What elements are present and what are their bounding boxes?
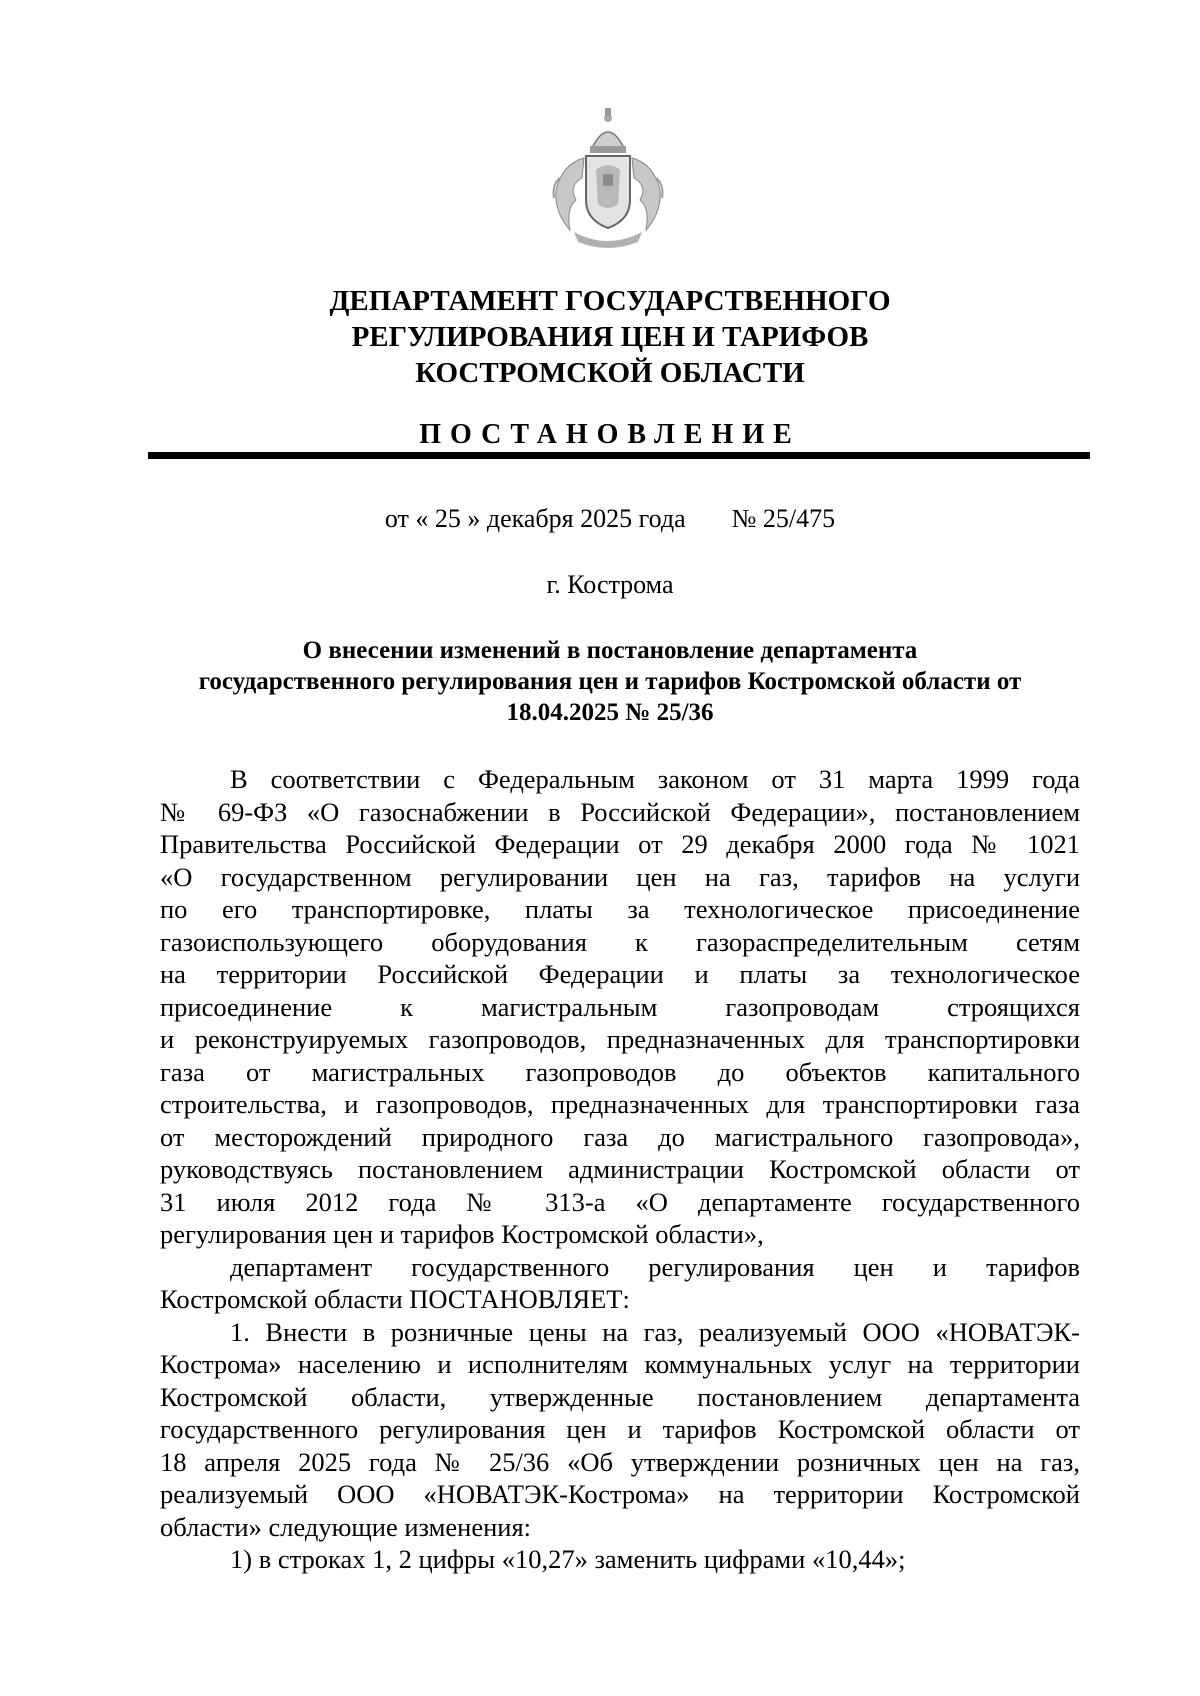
body-line: государственного регулирования цен и тарифов Костромской области от (160, 1414, 1080, 1444)
document-subject (150, 635, 1070, 728)
body-line: № 69-ФЗ «О газоснабжении в Российской Федерации», постановлением (160, 796, 1080, 827)
document-city: г. Кострома (546, 570, 674, 599)
body-line: газа от магистральных газопроводов до объектов капитального (160, 1056, 1080, 1087)
department-line: КОСТРОМСКОЙ ОБЛАСТИ (415, 357, 805, 389)
header-divider (148, 452, 1090, 459)
body-line: реализуемый ООО «НОВАТЭК-Кострома» на территории Костромской (160, 1479, 1080, 1509)
body-line: регулирования цен и тарифов Костромской области», (160, 1219, 764, 1249)
body-line: присоединение к магистральным газопроводам строящихся (160, 991, 1080, 1022)
body-line: от месторождений природного газа до магистрального газопровода», (160, 1121, 1080, 1152)
department-line: ДЕПАРТАМЕНТ ГОСУДАРСТВЕННОГО (329, 285, 891, 317)
department-line: РЕГУЛИРОВАНИЯ ЦЕН И ТАРИФОВ (351, 321, 869, 353)
document-number: № 25/475 (731, 504, 836, 533)
body-line: на территории Российской Федерации и платы за технологическое (160, 959, 1080, 989)
document-date: от « 25 » декабря 2025 года (384, 504, 686, 533)
subject-line: государственного регулирования цен и тарифов Костромской области от (198, 668, 1022, 695)
body-line: строительства, и газопроводов, предназначенных для транспортировки газа (160, 1089, 1080, 1119)
body-line: 1) в строках 1, 2 цифры «10,27» заменить цифрами «10,44»; (230, 1544, 906, 1574)
subject-line: О внесении изменений в постановление департамента (302, 637, 918, 664)
body-line: 18 апреля 2025 года № 25/36 «Об утверждении розничных цен на газ, (160, 1446, 1080, 1477)
coat-of-arms-icon (548, 108, 668, 250)
department-name (150, 283, 1070, 391)
body-line: «О государственном регулировании цен на газ, тарифов на услуги (160, 861, 1080, 892)
body-line: и реконструируемых газопроводов, предназначенных для транспортировки (160, 1024, 1080, 1054)
body-line: руководствуясь постановлением администрации Костромской области от (160, 1154, 1080, 1184)
date-number-line (150, 502, 1070, 536)
body-line: 1. Внести в розничные цены на газ, реализуемый ООО «НОВАТЭК- (230, 1316, 1080, 1347)
body-line: Кострома» населению и исполнителям коммунальных услуг на территории (160, 1349, 1080, 1379)
body-line: газоиспользующего оборудования к газораспределительным сетям (160, 926, 1080, 957)
body-line: Костромской области, утвержденные постановлением департамента (160, 1381, 1080, 1412)
body-line: по его транспортировке, платы за технологическое присоединение (160, 894, 1080, 924)
body-line: области» следующие изменения: (160, 1511, 532, 1542)
body-line: Костромской области ПОСТАНОВЛЯЕТ: (160, 1284, 630, 1314)
body-line: департамент государственного регулирования цен и тарифов (230, 1251, 1080, 1282)
body-line: Правительства Российской Федерации от 29 декабря 2000 года № 1021 (160, 829, 1080, 859)
body-line: В соответствии с Федеральным законом от 31 марта 1999 года (230, 764, 1080, 794)
body-line: 31 июля 2012 года № 313-а «О департаменте государственного (160, 1186, 1080, 1217)
subject-line: 18.04.2025 № 25/36 (506, 699, 714, 726)
document-type-title: ПОСТАНОВЛЕНИЕ (419, 419, 801, 450)
document-body (160, 763, 1080, 1576)
